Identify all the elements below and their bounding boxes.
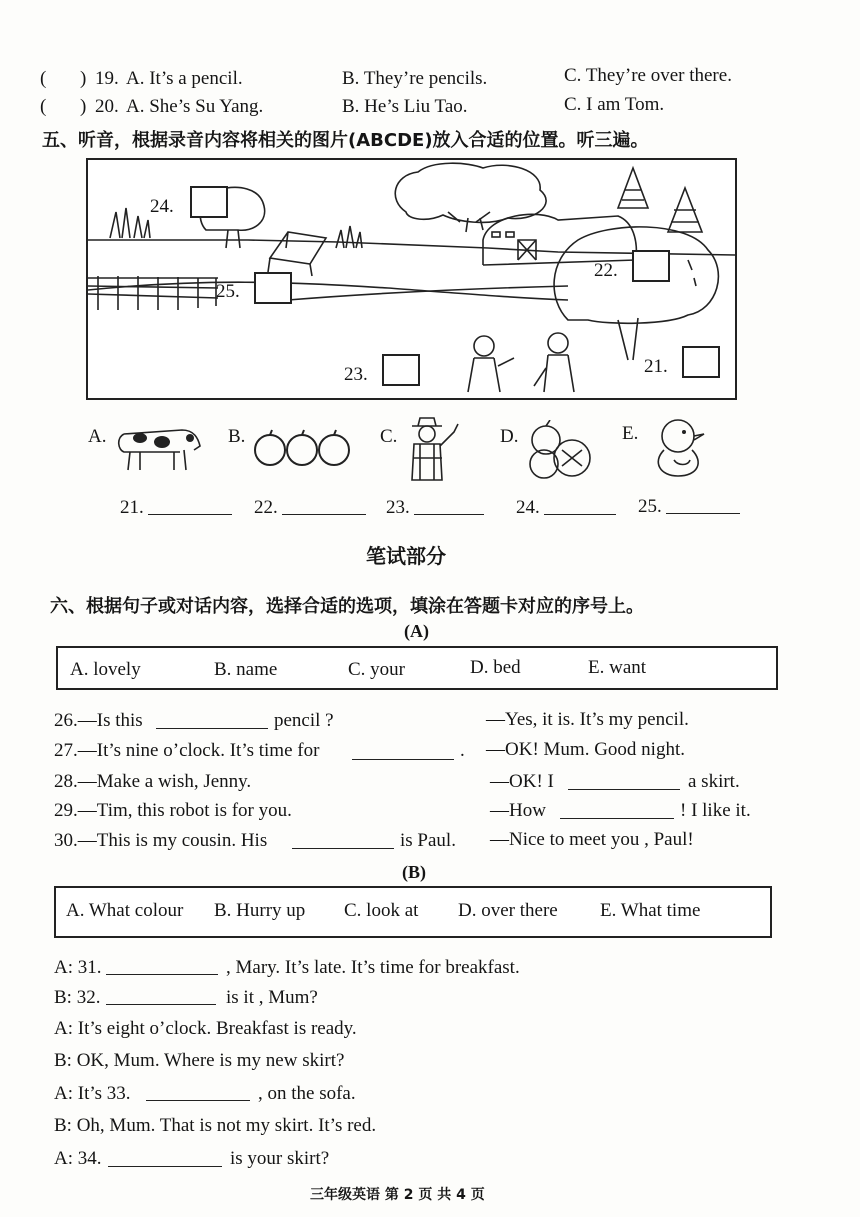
apples-icon [252, 428, 352, 468]
section-6-title: 六、根据句子或对话内容，选择合适的选项，填涂在答题卡对应的序号上。 [50, 596, 644, 617]
answer-bracket-open[interactable]: ( [40, 96, 47, 117]
chick-icon [648, 414, 710, 480]
scene-label-25: 25. [216, 281, 240, 302]
answer-label-25: 25. [638, 496, 662, 517]
dialogue-text: A: 34. [54, 1148, 102, 1169]
dialogue-text: is it , Mum? [226, 987, 318, 1008]
fill-blank-29[interactable] [560, 804, 674, 819]
answer-label-21: 21. [120, 497, 144, 518]
option-letter-c: C. [380, 426, 398, 447]
question-text: 26.—Is this [54, 710, 143, 731]
option-a: A. She’s Su Yang. [126, 96, 264, 117]
dialogue-text: A: 31. [54, 957, 102, 978]
dialogue-text: B: 32. [54, 987, 101, 1008]
part-a-options-box [56, 646, 778, 690]
answer-label-24: 24. [516, 497, 540, 518]
farm-scene [86, 158, 737, 400]
oranges-icon [522, 420, 600, 482]
answer-blank-21[interactable] [148, 500, 232, 515]
answer-bracket-open[interactable]: ( [40, 68, 47, 89]
question-number: 20. [95, 96, 119, 117]
dialogue-line: B: Oh, Mum. That is not my skirt. It’s red. [54, 1115, 377, 1136]
answer-blank-24[interactable] [544, 500, 616, 515]
fill-blank-30[interactable] [292, 834, 394, 849]
response-text: —OK! Mum. Good night. [486, 739, 685, 760]
dialogue-text: , on the sofa. [258, 1083, 356, 1104]
answer-box-24[interactable] [190, 186, 228, 218]
response-text: a skirt. [688, 771, 740, 792]
scene-label-22: 22. [594, 260, 618, 281]
answer-label-23: 23. [386, 497, 410, 518]
answer-blank-22[interactable] [282, 500, 366, 515]
phrase-option: A. What colour [66, 900, 184, 921]
word-option: E. want [588, 657, 647, 678]
part-b-label: (B) [402, 862, 426, 882]
response-text: —Nice to meet you , Paul! [490, 829, 694, 850]
phrase-option: D. over there [458, 900, 558, 921]
question-text: 30.—This is my cousin. His [54, 830, 268, 851]
word-option: D. bed [470, 657, 521, 678]
answer-box-23[interactable] [382, 354, 420, 386]
answer-box-25[interactable] [254, 272, 292, 304]
fill-blank-28[interactable] [568, 775, 680, 790]
response-text: —Yes, it is. It’s my pencil. [486, 709, 689, 730]
fill-blank-34[interactable] [108, 1152, 222, 1167]
section-5-title: 五、听音，根据录音内容将相关的图片(ABCDE)放入合适的位置。听三遍。 [42, 130, 649, 151]
response-text: —How [490, 800, 546, 821]
option-letter-e: E. [622, 423, 639, 444]
farmer-icon [402, 414, 464, 484]
word-option: B. name [214, 659, 278, 680]
option-letter-d: D. [500, 426, 519, 447]
fill-blank-26[interactable] [156, 714, 268, 729]
question-text: . [460, 740, 465, 761]
option-a: A. It’s a pencil. [126, 68, 243, 89]
question-text: is Paul. [400, 830, 456, 851]
option-b: B. They’re pencils. [342, 68, 488, 89]
answer-box-21[interactable] [682, 346, 720, 378]
written-part-title: 笔试部分 [366, 544, 446, 568]
dialogue-text: , Mary. It’s late. It’s time for breakfast. [226, 957, 520, 978]
answer-bracket-close: ) [80, 68, 87, 89]
answer-bracket-close: ) [80, 96, 87, 117]
question-text: 27.—It’s nine o’clock. It’s time for [54, 740, 320, 761]
phrase-option: B. Hurry up [214, 900, 306, 921]
fill-blank-33[interactable] [146, 1086, 250, 1101]
answer-blank-25[interactable] [666, 499, 740, 514]
phrase-option: C. look at [344, 900, 419, 921]
option-b: B. He’s Liu Tao. [342, 96, 468, 117]
part-b-options-box [54, 886, 772, 938]
option-letter-a: A. [88, 426, 107, 447]
question-text: 28.—Make a wish, Jenny. [54, 771, 252, 792]
page-footer: 三年级英语 第 2 页 共 4 页 [310, 1187, 485, 1203]
response-text: ! I like it. [680, 800, 751, 821]
response-text: —OK! I [490, 771, 554, 792]
fill-blank-31[interactable] [106, 960, 218, 975]
dialogue-line: A: It’s eight o’clock. Breakfast is ready. [54, 1018, 357, 1039]
question-text: pencil ? [274, 710, 334, 731]
answer-label-22: 22. [254, 497, 278, 518]
scene-label-23: 23. [344, 364, 368, 385]
scene-label-21: 21. [644, 356, 668, 377]
part-a-label: (A) [404, 621, 429, 641]
option-letter-b: B. [228, 426, 246, 447]
answer-box-22[interactable] [632, 250, 670, 282]
scene-label-24: 24. [150, 196, 174, 217]
fill-blank-27[interactable] [352, 745, 454, 760]
cow-icon [110, 420, 206, 472]
question-number: 19. [95, 68, 119, 89]
option-c: C. I am Tom. [564, 94, 665, 115]
phrase-option: E. What time [600, 900, 701, 921]
dialogue-text: A: It’s 33. [54, 1083, 131, 1104]
dialogue-text: is your skirt? [230, 1148, 330, 1169]
option-c: C. They’re over there. [564, 65, 732, 86]
word-option: A. lovely [70, 659, 141, 680]
question-text: 29.—Tim, this robot is for you. [54, 800, 292, 821]
word-option: C. your [348, 659, 405, 680]
answer-blank-23[interactable] [414, 500, 484, 515]
dialogue-line: B: OK, Mum. Where is my new skirt? [54, 1050, 345, 1071]
fill-blank-32[interactable] [106, 990, 216, 1005]
